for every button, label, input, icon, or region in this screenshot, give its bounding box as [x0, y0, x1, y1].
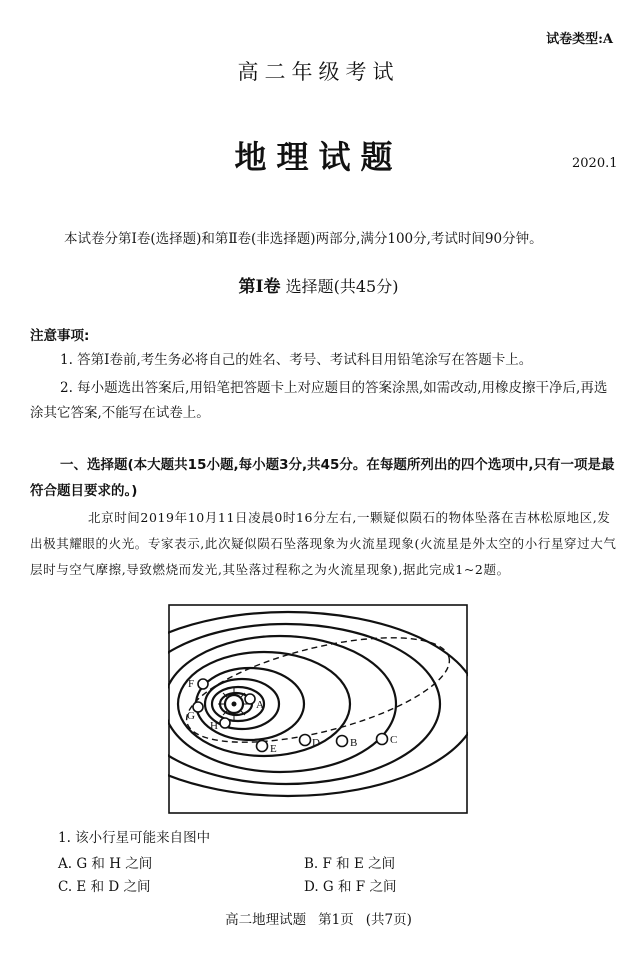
planet-e: [257, 741, 268, 752]
planet-c: [377, 734, 388, 745]
notice-item-2: 2. 每小题选出答案后,用铅笔把答题卡上对应题目的答案涂黑,如需改动,用橡皮擦干净后,再选涂其它答案,不能写在试卷上。: [30, 380, 608, 421]
footer-title: 高二地理试题: [225, 912, 307, 928]
section-heading: [0, 272, 637, 297]
option-c: C. E 和 D 之间: [58, 879, 151, 895]
label-g: G: [187, 710, 195, 722]
planet-f: [198, 679, 208, 689]
section-part: 第Ⅰ卷: [238, 277, 281, 297]
notice-item-1: 1. 答第Ⅰ卷前,考生务必将自己的姓名、考号、考试科目用铅笔涂写在答题卡上。: [60, 352, 533, 368]
footer-total: (共7页): [365, 912, 412, 928]
option-a: A. G 和 H 之间: [58, 856, 153, 872]
label-d: D: [312, 737, 320, 749]
planet-h: [220, 718, 230, 728]
footer-page: 第1页: [318, 912, 354, 928]
main-title: 地理试题: [234, 138, 403, 176]
label-c: C: [390, 734, 398, 746]
exam-title: 高二年级考试: [237, 60, 400, 84]
planet-b: [337, 736, 348, 747]
planet-a: [245, 694, 255, 704]
questions-header: 一、选择题(本大题共15小题,每小题3分,共45分。在每题所列出的四个选项中,只有一项是最符合题目要求的。): [30, 457, 615, 499]
notice-title: 注意事项:: [30, 328, 90, 344]
section-label: 选择题(共45分): [285, 277, 399, 296]
intro-text: 本试卷分第Ⅰ卷(选择题)和第Ⅱ卷(非选择题)两部分,满分100分,考试时间90分钟。: [64, 231, 543, 247]
planet-d: [300, 735, 311, 746]
page-footer: [0, 908, 637, 928]
passage-text: 北京时间2019年10月11日凌晨0时16分左右,一颗疑似陨石的物体坠落在吉林松原地区,发出极其耀眼的火光。专家表示,此次疑似陨石坠落现象为火流星现象(火流星是外太空的小行星穿过大气层时与空气摩擦,导致燃烧而发光,其坠落过程称之为火流星现象),据此完成1~2题。: [30, 510, 617, 577]
label-h: H: [210, 720, 218, 732]
option-b: B. F 和 E 之间: [304, 856, 396, 872]
label-e: E: [270, 743, 277, 755]
option-d: D. G 和 F 之间: [304, 879, 397, 895]
label-a: A: [256, 699, 264, 711]
label-f: F: [188, 678, 195, 690]
question-1-stem: 1. 该小行星可能来自图中: [58, 830, 211, 846]
exam-date: 2020.1: [572, 156, 618, 171]
label-b: B: [350, 737, 358, 749]
paper-type-label: 试卷类型:A: [546, 32, 613, 47]
solar-system-diagram: [168, 604, 468, 814]
